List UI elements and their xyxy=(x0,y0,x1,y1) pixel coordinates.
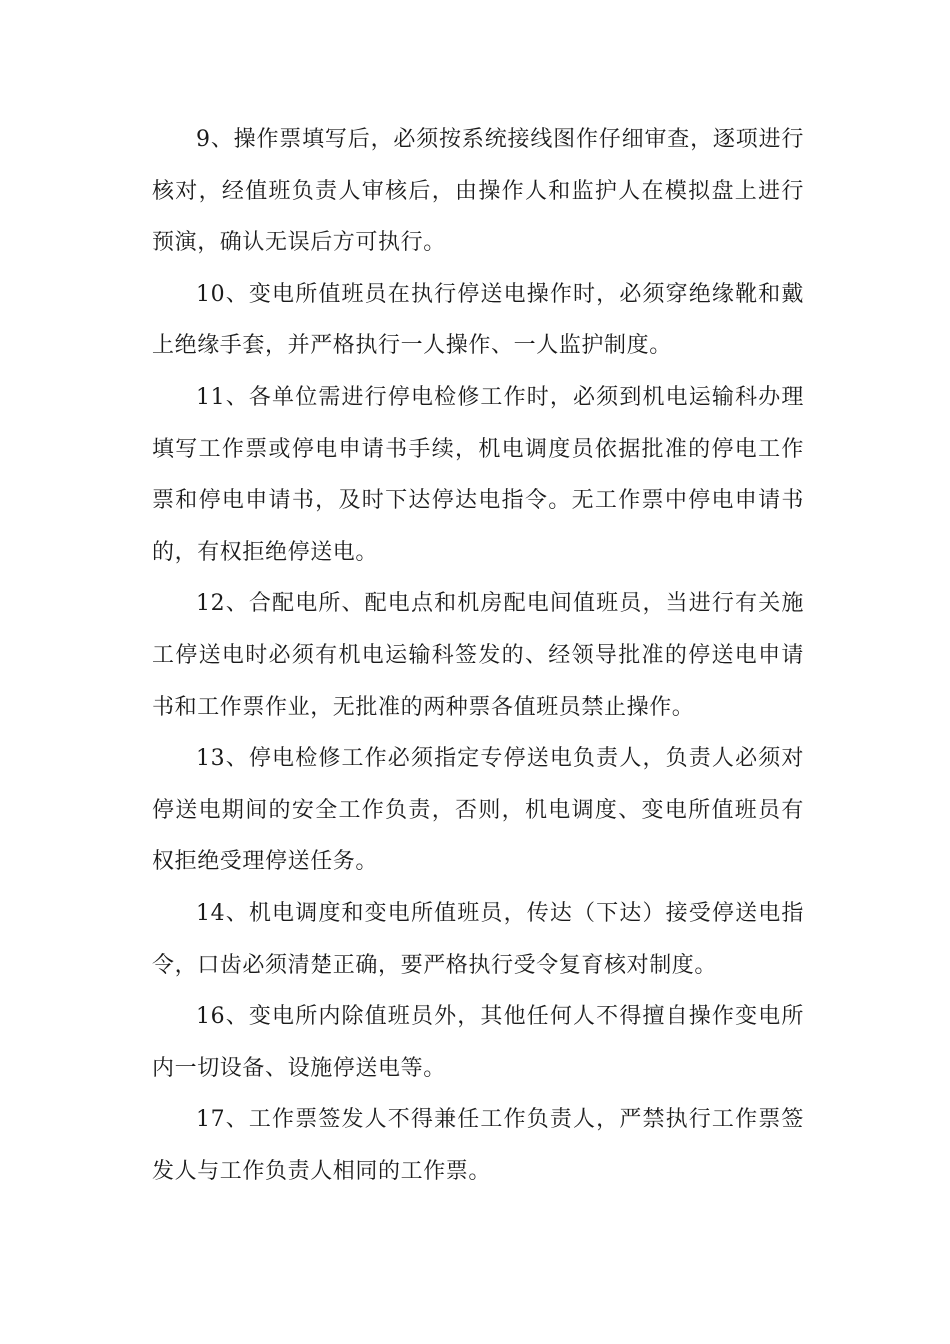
document-body xyxy=(152,114,804,1197)
paragraph-item-14: 14、机电调度和变电所值班员，传达（下达）接受停送电指令，口齿必须清楚正确，要严格执行受令复育核对制度。 xyxy=(152,900,804,978)
paragraph-item-10: 10、变电所值班员在执行停送电操作时，必须穿绝缘靴和戴上绝缘手套，并严格执行一人操作、一人监护制度。 xyxy=(152,281,804,359)
paragraph-item-9: 9、操作票填写后，必须按系统接线图作仔细审查，逐项进行核对，经值班负责人审核后，由操作人和监护人在模拟盘上进行预演，确认无误后方可执行。 xyxy=(152,127,804,256)
paragraph-item-12: 12、合配电所、配电点和机房配电间值班员，当进行有关施工停送电时必须有机电运输科签发的、经领导批准的停送电申请书和工作票作业，无批准的两种票各值班员禁止操作。 xyxy=(152,591,804,720)
paragraph-item-13: 13、停电检修工作必须指定专停送电负责人，负责人必须对停送电期间的安全工作负责，否则，机电调度、变电所值班员有权拒绝受理停送任务。 xyxy=(152,746,804,875)
paragraph-item-16: 16、变电所内除值班员外，其他任何人不得擅自操作变电所内一切设备、设施停送电等。 xyxy=(152,1004,804,1081)
paragraph-item-11: 11、各单位需进行停电检修工作时，必须到机电运输科办理填写工作票或停电申请书手续，机电调度员依据批准的停电工作票和停电申请书，及时下达停达电指令。无工作票中停电申请书的，有权拒绝停送电。 xyxy=(152,384,804,565)
paragraph-item-17: 17、工作票签发人不得兼任工作负责人，严禁执行工作票签发人与工作负责人相同的工作票。 xyxy=(152,1107,804,1184)
